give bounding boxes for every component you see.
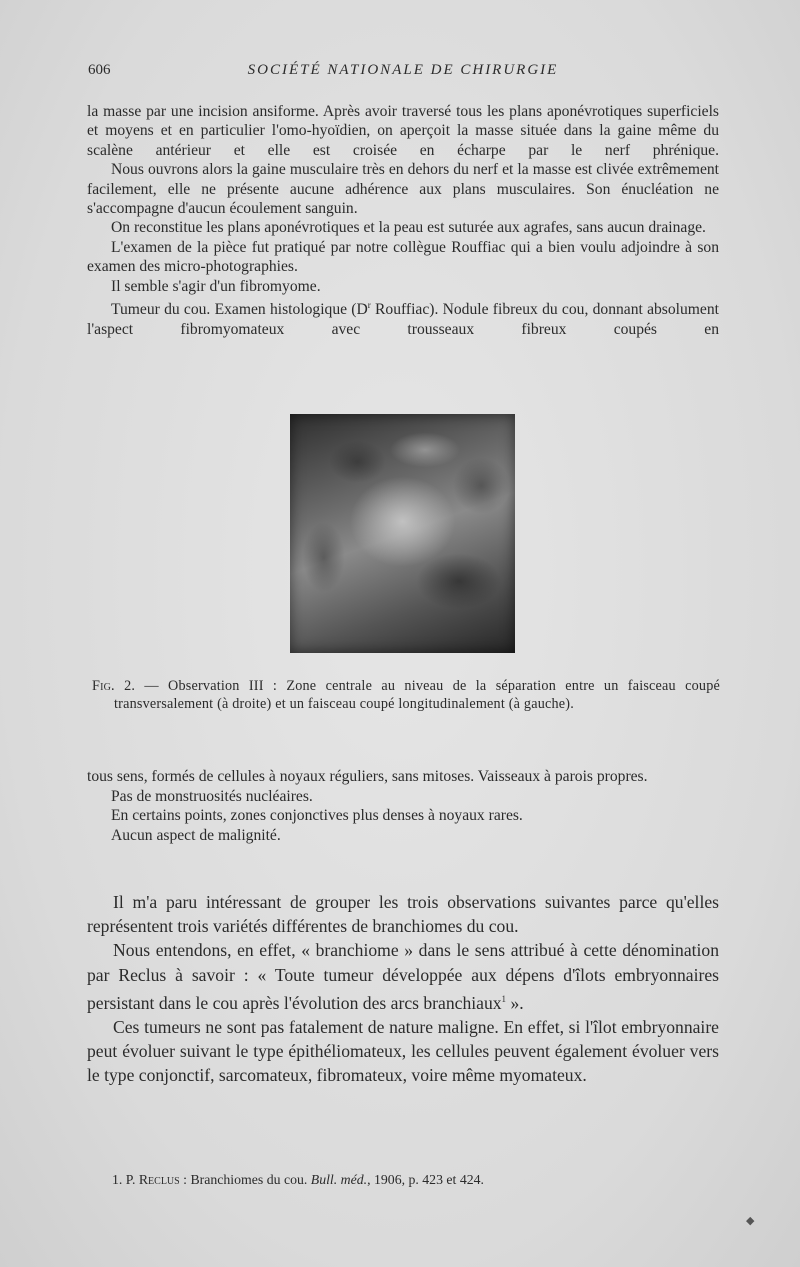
footnote-author: Reclus (138, 1172, 180, 1187)
footnote-journal: Bull. méd. (310, 1172, 368, 1187)
text-run: Rouffiac). Nodule fibreux du cou, donnant absolument l'aspect fibromyomateux avec trousseaux fibreux coupés en (87, 301, 719, 338)
paragraph: On reconstitue les plans aponévrotiques et la peau est suturée aux agrafes, sans aucun drainage. (111, 219, 706, 237)
paragraph: L'examen de la pièce fut pratiqué par notre collègue Rouffiac qui a bien voulu adjoindre à son examen des micro-photographies. (87, 238, 719, 276)
footnote-number: 1. P. (112, 1172, 136, 1187)
page-number: 606 (88, 62, 111, 78)
paragraph (87, 938, 719, 1014)
paragraph: tous sens, formés de cellules à noyaux réguliers, sans mitoses. Vaisseaux à parois propres. (87, 768, 648, 785)
text-run: Nous entendons, en effet, « branchiome » dans le sens attribué à cette dénomination par Reclus à savoir : « Toute tumeur développée aux dépens d'îlots embryonnaires persistant dans le cou après l'évolution des arcs branchiaux (87, 940, 719, 1013)
running-title: SOCIÉTÉ NATIONALE DE CHIRURGIE (247, 62, 559, 78)
body-text-middle (87, 767, 719, 845)
paragraph: Il m'a paru intéressant de grouper les trois observations suivantes parce qu'elles représentent trois variétés différentes de branchiomes du cou. (87, 892, 719, 937)
caption-text (92, 678, 720, 713)
caption-body: — Observation III : Zone centrale au niveau de la séparation entre un faisceau coupé transversalement (à droite) et un faisceau coupé longitudinalement (à gauche). (114, 678, 720, 712)
paragraph: Aucun aspect de malignité. (111, 826, 281, 844)
footnote-reference: 1 (501, 993, 507, 1004)
paragraph: En certains points, zones conjonctives plus denses à noyaux rares. (111, 807, 523, 825)
body-text-bottom (87, 890, 719, 1087)
page-header (88, 62, 718, 84)
figure-caption (92, 678, 720, 713)
superscript: r (367, 300, 371, 311)
micrograph-figure (290, 414, 515, 653)
paragraph: Nous ouvrons alors la gaine musculaire très en dehors du nerf et la masse est clivée extrêmement facilement, elle ne présente aucune adhérence aux plans musculaires. Son énucléation ne s'accompagne d'aucun écoulement sanguin. (87, 161, 719, 218)
body-text-top (87, 102, 719, 339)
page-speck-mark: ◆ (746, 1215, 755, 1227)
paragraph: Pas de monstruosités nucléaires. (111, 787, 313, 805)
paragraph: Ces tumeurs ne sont pas fatalement de nature maligne. En effet, si l'îlot embryonnaire peut évoluer suivant le type épithéliomateux, les cellules peuvent également évoluer vers le type conjonctif, sarcomateux, fibromateux, voire même myomateux. (87, 1016, 719, 1086)
text-run: Tumeur du cou. Examen histologique (D (111, 301, 368, 319)
paragraph: Il semble s'agir d'un fibromyome. (111, 277, 321, 295)
text-run: ». (506, 992, 524, 1013)
footnote-ref: , 1906, p. 423 et 424. (367, 1172, 484, 1187)
figure-label: Fig. 2. (92, 678, 136, 694)
footnote-text: : Branchiomes du cou. (179, 1172, 311, 1187)
paragraph: la masse par une incision ansiforme. Après avoir traversé tous les plans aponévrotiques superficiels et moyens et en particulier l'omo-hyoïdien, on aperçoit la masse située dans la gaine même du scalène antérieur et elle est croisée en écharpe par le nerf phrénique. (87, 103, 719, 159)
paragraph (87, 296, 719, 339)
footnote (112, 1171, 718, 1189)
